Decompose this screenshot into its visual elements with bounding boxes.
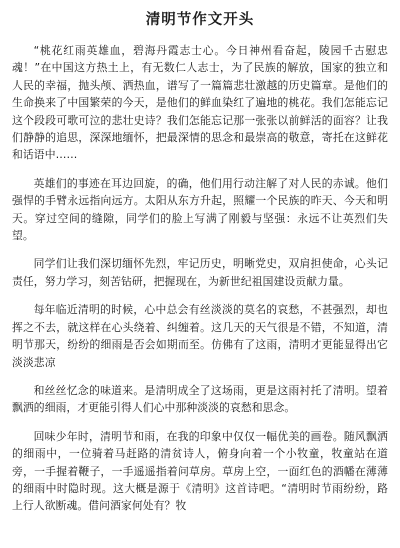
document-title: 清明节作文开头 (145, 12, 255, 28)
paragraph-5: 和丝丝忆念的味道来。是清明成全了这场雨，更是这雨衬托了清明。望着飘洒的细雨，才更能引得人们心中那种淡淡的哀愁和思念。 (12, 383, 388, 415)
paragraph-6: 回味少年时，清明节和雨，在我的印象中仅仅一幅优美的画卷。随风飘洒的细雨中，一位骑着马赶路的清贫诗人，俯身向着一个小牧童，牧童站在道旁，一手握着鞭子，一手遥遥指着问草房。草房上空，一面红色的酒幡在薄薄的细雨中时隐时现。这大概是源于《清明》这首诗吧。“清明时节雨纷纷，路上行人欲断魂。借问酒家何处有？牧 (12, 429, 388, 513)
paragraph-1: “桃花红雨英雄血，碧海丹霞志士心。今日神州看奋起，陵园千古慰忠魂！”在中国这方热土上，有无数仁人志士，为了民族的解放，国家的独立和人民的幸福，抛头颅、洒热血，谱写了一篇篇悲壮激越的历史篇章。是他们的生命换来了中国繁荣的今天，是他们的鲜血染红了遍地的桃花。我们怎能忘记这个段段可歌可泣的悲壮史诗？我们怎能忘记那一张张以前鲜活的面容？让我们静静的追思，深深地缅怀，把最深情的思念和最崇高的敬意，寄托在这鲜花和话语中…… (12, 44, 388, 162)
paragraph-3: 同学们让我们深切缅怀先烈，牢记历史，明晰党史，双肩担使命，心头记责任，努力学习，刻苦钻研，把握现在，为新世纪祖国建设贡献力量。 (12, 257, 388, 288)
paragraph-2: 英雄们的事迹在耳边回旋，的确，他们用行动注解了对人民的赤诚。他们强悍的手臂永远指向远方。太阳从东方升起，照耀一个民族的昨天、今天和明天。穿过空间的缝隙，同学们的脸上写满了刚毅与坚强：永远不让英烈们失望。 (12, 176, 388, 243)
paragraph-4: 每年临近清明的时候，心中总会有丝淡淡的莫名的哀愁，不甚强烈，却也挥之不去，就这样在心头绕着、纠缠着。这几天的天气很是不错，不知道，清明节那天，纷纷的细雨是否会如期而至。仿佛有了这雨，清明才更能显得出它淡淡悲凉 (12, 303, 388, 369)
